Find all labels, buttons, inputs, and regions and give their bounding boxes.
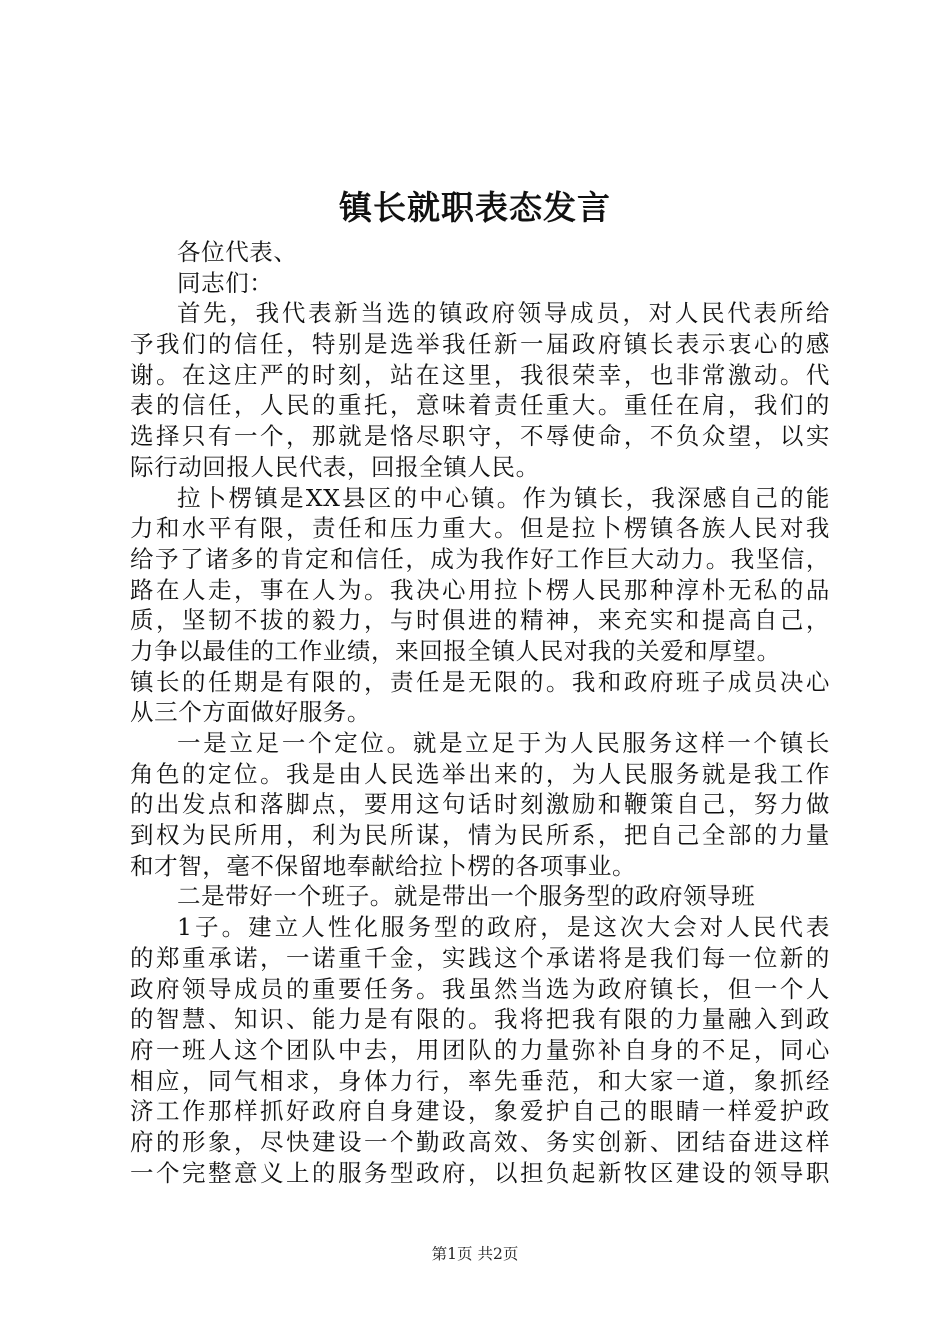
paragraph-line: 角色的定位。我是由人民选举出来的，为人民服务就是我工作 bbox=[130, 759, 830, 788]
paragraph-line: 选择只有一个，那就是恪尽职守，不辱使命，不负众望，以实 bbox=[130, 422, 830, 451]
paragraph-line: 一是立足一个定位。就是立足于为人民服务这样一个镇长 bbox=[177, 729, 830, 757]
paragraph-line: 力和水平有限，责任和压力重大。但是拉卜楞镇各族人民对我 bbox=[130, 514, 830, 543]
document-title: 镇长就职表态发言 bbox=[339, 188, 611, 227]
paragraph-line: 谢。在这庄严的时刻，站在这里，我很荣幸，也非常激动。代 bbox=[130, 360, 830, 389]
salutation-line: 同志们： bbox=[177, 268, 274, 297]
paragraph-line: 的智慧、知识、能力是有限的。我将把我有限的力量融入到政 bbox=[130, 1005, 830, 1034]
paragraph-line: 的郑重承诺，一诺重千金，实践这个承诺将是我们每一位新的 bbox=[130, 943, 830, 972]
paragraph-line: 路在人走，事在人为。我决心用拉卜楞人民那种淳朴无私的品 bbox=[130, 575, 830, 604]
paragraph-line: 力争以最佳的工作业绩，来回报全镇人民对我的关爱和厚望。 bbox=[130, 636, 781, 665]
page-number-footer: 第1页 共2页 bbox=[431, 1245, 519, 1263]
paragraph-line: 际行动回报人民代表，回报全镇人民。 bbox=[130, 452, 540, 481]
paragraph-line: 1子。建立人性化服务型的政府，是这次大会对人民代表 bbox=[177, 913, 830, 942]
paragraph-line: 政府领导成员的重要任务。我虽然当选为政府镇长，但一个人 bbox=[130, 974, 830, 1003]
paragraph-line: 首先，我代表新当选的镇政府领导成员，对人民代表所给 bbox=[177, 299, 830, 328]
paragraph-line: 相应，同气相求，身体力行，率先垂范，和大家一道，象抓经 bbox=[130, 1066, 830, 1095]
paragraph-line: 质，坚韧不拔的毅力，与时俱进的精神，来充实和提高自己， bbox=[130, 606, 830, 635]
paragraph-line: 府的形象，尽快建设一个勤政高效、务实创新、团结奋进这样 bbox=[130, 1127, 830, 1156]
paragraph-line: 从三个方面做好服务。 bbox=[130, 698, 371, 727]
paragraph-line: 的出发点和落脚点，要用这句话时刻激励和鞭策自己，努力做 bbox=[130, 790, 830, 819]
paragraph-line: 和才智，毫不保留地奉献给拉卜楞的各项事业。 bbox=[130, 851, 637, 880]
paragraph-line: 予我们的信任，特别是选举我任新一届政府镇长表示衷心的感 bbox=[130, 330, 830, 359]
paragraph-line: 济工作那样抓好政府自身建设，象爱护自己的眼睛一样爱护政 bbox=[130, 1097, 830, 1126]
paragraph-line: 镇长的任期是有限的，责任是无限的。我和政府班子成员决心 bbox=[130, 667, 830, 696]
paragraph-line: 二是带好一个班子。就是带出一个服务型的政府领导班 bbox=[177, 882, 756, 911]
paragraph-line: 到权为民所用，利为民所谋，情为民所系，把自己全部的力量 bbox=[130, 821, 830, 850]
salutation-line: 各位代表、 bbox=[177, 238, 298, 266]
paragraph-line: 给予了诸多的肯定和信任，成为我作好工作巨大动力。我坚信， bbox=[130, 544, 830, 573]
paragraph-line: 拉卜楞镇是XX县区的中心镇。作为镇长，我深感自己的能 bbox=[177, 483, 830, 512]
paragraph-line: 一个完整意义上的服务型政府，以担负起新牧区建设的领导职 bbox=[130, 1158, 830, 1187]
paragraph-line: 府一班人这个团队中去，用团队的力量弥补自身的不足，同心 bbox=[130, 1035, 830, 1064]
document-body bbox=[130, 237, 830, 1188]
paragraph-line: 表的信任，人民的重托，意味着责任重大。重任在肩，我们的 bbox=[130, 391, 830, 420]
